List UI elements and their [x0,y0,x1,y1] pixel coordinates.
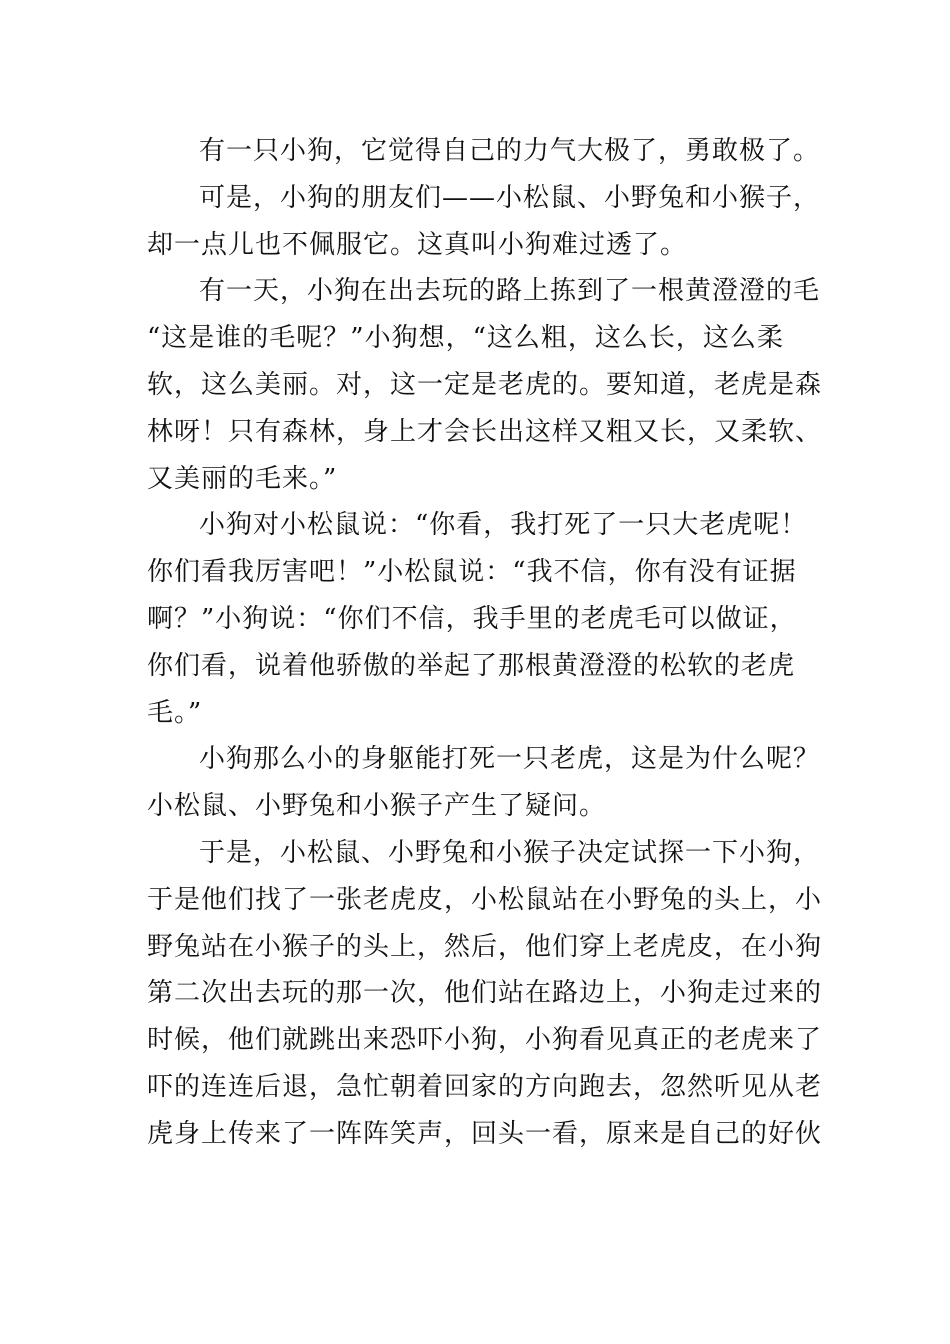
text-line: 又美丽的毛来。” [147,463,338,494]
text-line: 你们看，说着他骄傲的举起了那根黄澄澄的松软的老虎 [147,650,796,681]
text-line: 吓的连连后退，急忙朝着回家的方向跑去，忽然听见从老 [147,1071,823,1102]
text-line: 林呀！只有森林，身上才会长出这样又粗又长，又柔软、 [147,416,823,447]
text-line: 小松鼠、小野兔和小猴子产生了疑问。 [147,791,607,822]
text-line: 小狗对小松鼠说：“你看，我打死了一只大老虎呢！ [199,510,808,541]
text-line: 有一只小狗，它觉得自己的力气大极了，勇敢极了。 [199,136,821,166]
text-line: 软，这么美丽。对，这一定是老虎的。要知道，老虎是森 [147,369,823,400]
text-line: 毛。” [147,697,203,728]
text-line: 有一天，小狗在出去玩的路上拣到了一根黄澄澄的毛 [199,276,821,307]
story-text [147,128,823,1158]
text-line: 虎身上传来了一阵阵笑声，回头一看，原来是自己的好伙 [147,1118,823,1149]
text-line: 你们看我厉害吧！”小松鼠说：“我不信，你有没有证据 [147,557,797,588]
text-line: 于是，小松鼠、小野兔和小猴子决定试探一下小狗， [199,837,821,868]
text-line: 可是，小狗的朋友们——小松鼠、小野兔和小猴子， [199,182,821,213]
text-line: 于是他们找了一张老虎皮，小松鼠站在小野兔的头上，小 [147,884,823,915]
text-line: 第二次出去玩的那一次，他们站在路边上，小狗走过来的 [147,978,823,1009]
text-line: 啊？”小狗说：“你们不信，我手里的老虎毛可以做证， [147,603,797,634]
text-line: 却一点儿也不佩服它。这真叫小狗难过透了。 [147,229,688,260]
text-line: 小狗那么小的身躯能打死一只老虎，这是为什么呢？ [199,744,821,775]
text-line: 野兔站在小猴子的头上，然后，他们穿上老虎皮，在小狗 [147,931,823,962]
text-line: “这是谁的毛呢？”小狗想，“这么粗，这么长，这么柔 [147,323,784,354]
text-line: 时候，他们就跳出来恐吓小狗，小狗看见真正的老虎来了 [147,1025,823,1056]
